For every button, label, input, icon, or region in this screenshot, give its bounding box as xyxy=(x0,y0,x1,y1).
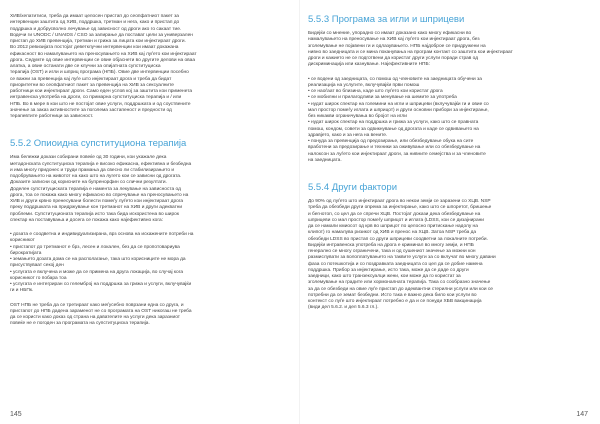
list-item: • нудат широк спектар на поддршка и грижа за услуги, како што се правната помош, кондом, совети за одвикнување од дрогата и каде се одвивањето на здравјето, како и за нега на вените. xyxy=(308,120,479,138)
right-page xyxy=(300,0,600,424)
list-item: • земањето дозата дома се на располагање, така што корисниците не мора да присуствуваат секој ден xyxy=(10,257,186,269)
list-item: • се мобилни и прилагодливи за менување на шемите за употреба xyxy=(308,95,457,101)
list-item: • се водени од заедницата, со помош од членовите на заедницата обучени за реализација на услугите, вклучувајќи први помош xyxy=(308,76,482,88)
section-heading-other-factors: 5.5.4 Други фактори xyxy=(308,182,398,193)
page-number-left: 145 xyxy=(10,411,22,418)
list-item: • услугата е интегриран со гелемброј на поддршка за грижа и услуги, вклучувајќи ги и НБПк. xyxy=(10,282,192,294)
ost-bullet-list xyxy=(10,232,290,295)
closing-paragraph: OST НПБ не треба да се третираат како меѓусебно поврзани една со друга, и пристапот до НПБ дадена зараменот не со програмата на OST никогаш не треба да се користи како доказ од страна на давателите на услуги дека заразниот повеќе не е погоден за програмата на супституциска терапија. xyxy=(10,302,192,327)
list-item: • пристапот до третманот е брз, лесен и локален, без да се пропотовариува бирократијата xyxy=(10,244,180,256)
section-heading-nsp: 5.5.3 Програма за игли и шприцеви xyxy=(308,14,465,25)
section-heading-ost: 5.5.2 Опиоидна супституциона терапија xyxy=(10,138,187,150)
page-number-right: 147 xyxy=(576,411,588,418)
list-item: • се наоѓаат во близина, каде што луѓето кои користат дрога xyxy=(308,89,443,94)
intro-paragraph: ХИВ/хепатитиси, треба да имаат целосен пристап до сеопфатниот пакет за интервенции заштита од ХИВ, поддршка, третман и нега, како и пристап до поддршка и добрусволно лечување од зависност од дроги ако го сакаат тие. Водечи ги UNODC / UNAIDS / CSO за запирање да постават цели за универзален пристап до ХИВ превенција, третман и грижа за лицата кои инјектираат дроги. Во 2012 ревизијата постојат деветклучни интервенции кои имаат докажана ефикасност во намалувањето на преносувањето на ХИВ кај луѓето кои инјектираат дрога. Седумте од овие интервенции се овие објаснети во другите делови на оваа алатка, а овие останати две се клучни за опијатната супституциска терапија (OST) и игли и шприц програма (НПБ). Овие две интервенции посебно се важни за превенција кај луѓе што инјектираат дрога и треба да бидат приоритетни во сеопфатниот пакет за превенција на ХИВ за сексуалните работници кои инјектираат дроги. Само еден услов кој за заштита кои применетa интравенска употреба на дроги, со примарна супституциска терапија и / или НПБ. Во в мере в кои што не постојат овие услуги, поддршката и од соуствените значење за заказ активностите за поголема застапеност и предности од терапевтите работници за зависност. xyxy=(10,14,197,119)
nsp-bullet-list xyxy=(308,77,588,165)
list-item: • дозата е соодветна и индивидуализирана, врз основа на искажените потреби на корисникот xyxy=(10,232,194,244)
nsp-paragraph: Бидејќи со мнение, упорадно со имаат доказано како многу ефикасни во намалувањето на преносување на ХИВ кај луѓето кои инјектираат дрога, без зголемување не појавени ги и одлазувањето. НПБ најдоброе се придружени на нивно во заедницата и се мина поканувања на програм контакт со заштита кои инјектираат дроги и кажието не се подготвени да користат други услуги поради страв од дискриминација или казнување. Најефективните НПБ: xyxy=(308,31,513,68)
list-item: • нудат широк спектар на големини на игли и шприцеви (вклучувајќи ги и овие со мал простор помеѓу иглата и шприцот) и други основни прибори за инјектирање, без никакви ограничувања во бројот на игли xyxy=(308,101,489,119)
list-item: • услугата е вклучена и може да се примена на друга локација, во случај кога корисникот го побара тоа xyxy=(10,269,184,281)
list-item: • понуда за превенција од предозирање, или обезбедување обука на сите врабoтени за предозирање и техники за оживување или со обезбедување на налоксон за луѓето кои инјектираат дроги, за нивните семејства и за членовите на заедницата. xyxy=(308,139,486,163)
ost-paragraph: Има бележки докази собирани повеќе од 30 години, кои укажале дека метадонската супституциска терапија е високо ефикасна, ефективна и безбедна и има многу придонес и труди прамања да свесно ли стабилизирањето и подобрувањето на животот на како што на лугето кои се зависни од дрогата. Доказите записни од корисните на бупренорфин со слични резултати. Доделен супституциската терапија е намента за лекување на зависноста од дрога, тоа се покажа како многу ефикасно во спречување на преносувањето на ХИВ и други крвно пренесувани болести помеѓу луѓето кои инјектираат дрога преку поддршката на придржување кон третманот на ХИВ и други адекватни проблеми. Супституционата терапија исто така бида искористена во широк спектар на поставувања и досега се покажа како најефективно кога: xyxy=(10,155,192,223)
other-factors-paragraph: До 90% од луѓето што инјектираат дрога во некои земји се заразени со ХЦВ. NSP треба да обезбеди други опрема за инјектирање, како што се шпоретот, бришење и бегнотоп, со цел да се спречи ХЦВ. Постојат докази дека обезбедување на шприцеви со мал простор помеѓу шприцот и иглата (LDSS, кои се дизајнирани да се намали кмиосот од крв во шприцот по целосно притискање надолу на клипот) го намалува ризикот од ХИВ и пренос на ХЦВ. Затоа NSP треба да обезбеди LDSS во пристап со други шприцеви соодветни за локалните потреби. Бидејќи интравенска употреба на дрога е криминал во многу земји, и НПБ генерално се многу ограничени, така и од сушениот значење за можни кон размислувати за волоплатувањето на таквите услуги за со вклучат во многу давани фаза со потешкотија и со поздравката заедницата со цел да се добие намена поддршка. Прибор за инјектирање, исто така, може да се даде со други заедници, како што транзексуалци жени, кои може да го користат за зголемување на градите или хормоналната терапија. Така со сообразно значење за да се обезбеди на овие луѓе пристап до адеквантни стерилни услуги или кои се потребни да се земат безбедни. Исто така е важно дека било кои услуги во контекст со луѓе што инјектираат потребно е да и се понуди ХБВ вакцинација (види дел 5.6.2. и дел 5.6.3 гл.). xyxy=(308,199,496,311)
